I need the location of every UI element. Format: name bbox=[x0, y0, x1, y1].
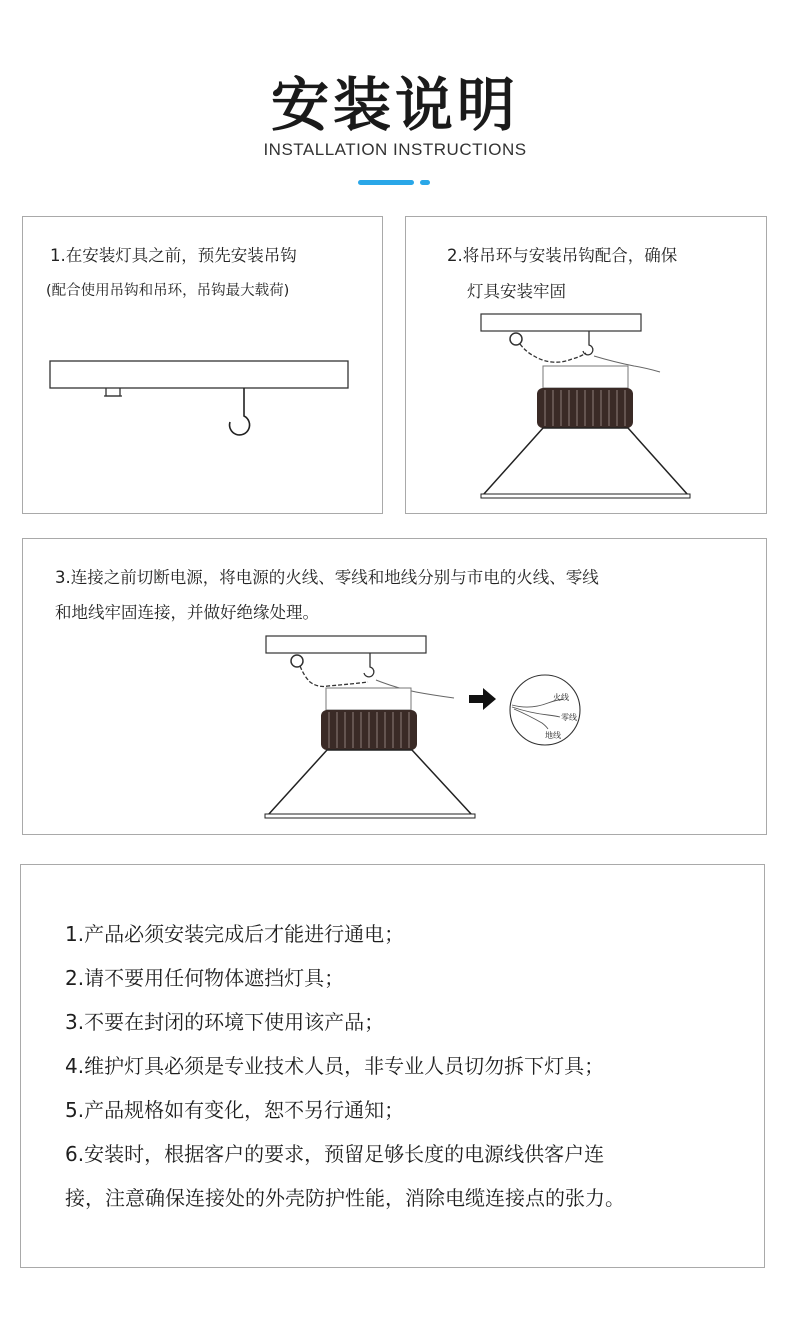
step-1-title: 1.在安装灯具之前，预先安装吊钩 bbox=[50, 246, 297, 265]
wire-label-neutral: 零线 bbox=[561, 713, 577, 722]
page-subtitle: INSTALLATION INSTRUCTIONS bbox=[263, 140, 527, 159]
arrow-right-icon bbox=[469, 688, 496, 710]
hook-icon bbox=[364, 653, 374, 677]
driver-housing bbox=[326, 688, 411, 710]
reflector-shade bbox=[268, 750, 472, 815]
step-2-subtitle: 灯具安装牢固 bbox=[467, 282, 566, 301]
step-3-subtitle: 和地线牢固连接，并做好绝缘处理。 bbox=[55, 603, 319, 622]
note-item: 3.不要在封闭的环境下使用该产品； bbox=[65, 1010, 385, 1034]
note-item: 6.安装时，根据客户的要求，预留足够长度的电源线供客户连 bbox=[65, 1142, 605, 1166]
reflector-rim bbox=[265, 814, 475, 818]
note-item: 4.维护灯具必须是专业技术人员，非专业人员切勿拆下灯具； bbox=[65, 1054, 605, 1078]
step-1-subtitle: (配合使用吊钩和吊环，吊钩最大载荷) bbox=[46, 283, 290, 299]
step-3-title: 3.连接之前切断电源，将电源的火线、零线和地线分别与市电的火线、零线 bbox=[55, 568, 599, 587]
note-item: 接，注意确保连接处的外壳防护性能，消除电缆连接点的张力。 bbox=[65, 1186, 625, 1210]
ring-icon bbox=[291, 655, 303, 667]
page-title: 安装说明 bbox=[270, 71, 519, 139]
note-item: 2.请不要用任何物体遮挡灯具； bbox=[65, 966, 345, 990]
chain-icon bbox=[300, 666, 368, 687]
wire-label-live: 火线 bbox=[553, 693, 569, 702]
note-item: 1.产品必须安装完成后才能进行通电； bbox=[65, 922, 405, 946]
wire-label-ground: 地线 bbox=[545, 731, 561, 740]
note-item: 5.产品规格如有变化，恕不另行通知； bbox=[65, 1098, 405, 1122]
notes-list bbox=[65, 912, 625, 1220]
ceiling-beam bbox=[266, 636, 426, 653]
step-2-title: 2.将吊环与安装吊钩配合，确保 bbox=[447, 246, 678, 265]
